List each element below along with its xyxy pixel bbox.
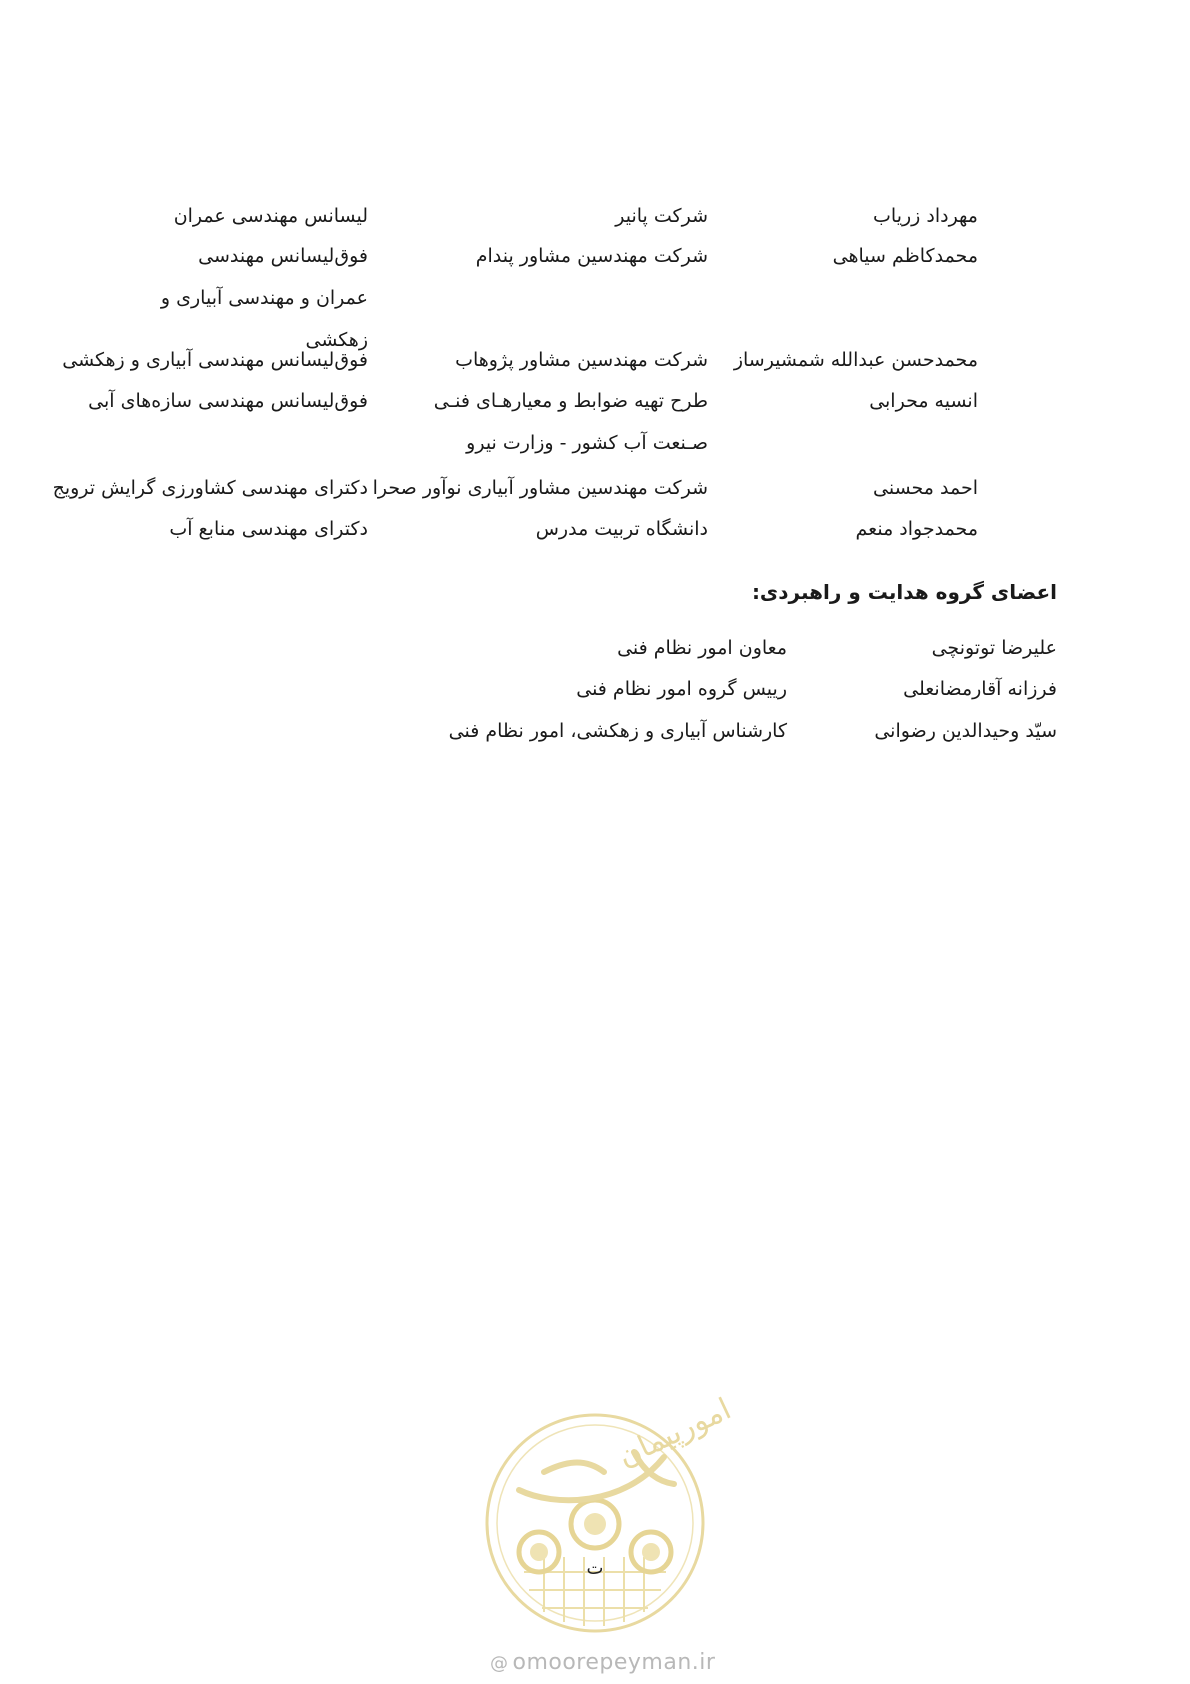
steering-row — [357, 630, 1057, 666]
steering-member-name: علیرضا توتونچی — [931, 637, 1057, 659]
member-organization: دانشگاه تربیت مدرس — [535, 518, 708, 540]
member-name: محمدجواد منعم — [855, 518, 978, 540]
steering-group-heading: اعضای گروه هدایت و راهبردی: — [751, 580, 1057, 604]
at-sign-icon: @ — [490, 1653, 509, 1674]
member-organization: شرکت مهندسین مشاور پژوهاب — [455, 349, 708, 371]
watermark-text: امورپیمان — [612, 1391, 737, 1475]
steering-member-role: کارشناس آبیاری و زهکشی، امور نظام فنی — [448, 720, 787, 742]
member-row — [78, 383, 978, 454]
member-organization: شرکت مهندسین مشاور آبیاری نوآور صحرا — [372, 477, 708, 499]
member-degree: دکترای مهندسی کشاورزی گرایش ترویج — [52, 477, 368, 499]
member-row — [78, 198, 978, 234]
member-degree: دکترای مهندسی منابع آب — [169, 518, 368, 540]
member-name: مهرداد زریاب — [873, 205, 978, 227]
website-text: omoorepeyman.ir — [512, 1650, 716, 1675]
member-organization: شرکت مهندسین مشاور پندام — [475, 245, 708, 267]
member-row — [52, 470, 978, 506]
steering-member-role: رییس گروه امور نظام فنی — [576, 678, 787, 700]
member-row — [78, 238, 978, 351]
member-row — [62, 342, 978, 378]
member-row — [78, 511, 978, 547]
member-degree: لیسانس مهندسی عمران — [173, 205, 368, 227]
website-watermark — [490, 1650, 715, 1675]
member-degree: فوق‌لیسانس مهندسی عمران و مهندسی آبیاری و زهکشی — [160, 245, 368, 351]
steering-member-name: فرزانه آقارمضانعلی — [903, 678, 1057, 700]
page-number: ت — [586, 1558, 604, 1579]
watermark-seal-icon — [484, 1391, 737, 1634]
member-organization: طرح تهیه ضوابط و معیارهـای فنـی صـنعت آب کشور - وزارت نیرو — [433, 390, 708, 454]
member-degree: فوق‌لیسانس مهندسی سازه‌های آبی — [88, 390, 368, 412]
member-name: احمد محسنی — [873, 477, 978, 499]
member-organization: شرکت پانیر — [615, 205, 708, 227]
steering-member-role: معاون امور نظام فنی — [617, 637, 787, 659]
steering-row — [357, 713, 1057, 749]
member-degree: فوق‌لیسانس مهندسی آبیاری و زهکشی — [62, 349, 368, 371]
steering-row — [357, 671, 1057, 707]
member-name: محمدکاظم سیاهی — [832, 245, 978, 267]
steering-member-name: سیّد وحیدالدین رضوانی — [874, 720, 1057, 742]
member-name: محمدحسن عبدالله شمشیرساز — [733, 349, 978, 371]
member-name: انسیه محرابی — [869, 390, 978, 412]
